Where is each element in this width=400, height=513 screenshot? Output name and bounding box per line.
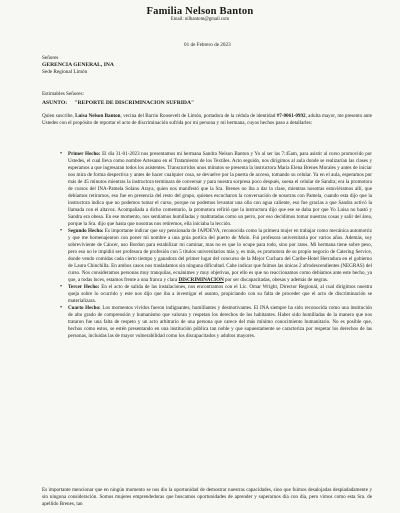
fact-text: El día 31-01-2023 nos presentamos mi hermana Sandra Nelson Banton y Yo al ser las 7:45am, para asistir al curso promovido por Ustedes, el cual lleva como nombre Artesano en el Tratamiento de los Textiles. Acto seguido, nos dirigimos al aula donde se realizarían las clases y esperamos a que ingresaran todos los asistentes. Transcurridos unos minutos se presenta la instructora María Elena Brenes Morales y antes de iniciar nos mira de forma despectiva y antes de hacer cualquier cosa, se devuelve por la puerta de acceso, tomando su celular. Ya en el aula, esperamos por más de 45 minutos mientras la instructora terminara de conversar y para nuestra sorpresa poco después, suena el celular de Sandra; era la promotora de cursos del INA-Pamela Solano Araya, quien nos manifestó que la Sra. Brenes no iba a dar la clase, mientras nosotras estuviéramos allí, que debíamos retirarnos, eso fue en presencia del resto del grupo, quienes escucharon la conversación de nosotras con Pamela, cuando esta dijo que la instructora indica que no podemos tomar el curso, porque no podemos levantar una olla con agua caliente, eso fue gracias a que Sandra activó la llamada con el altavoz. Acompañada a dicho comentario, la promotora refirió que la instructora dijo que ese se daba por que Yo Luisa no bastó y Sandra era obesa. En ese momento, nos sentíamos humilladas y maltratadas como un perro, por eso decidimos tomar nuestras cosas y salir del área, porque la Sra. dijo que hasta que nosotras nos retiremos, ella iniciaba la lección. xyxy=(68,151,372,227)
bullet-icon: • xyxy=(60,151,63,157)
subject-label: ASUNTO: xyxy=(42,100,68,106)
email-line: Email: nilbantom@gmail.com xyxy=(170,17,230,22)
list-item xyxy=(42,284,372,305)
list-item xyxy=(42,305,372,340)
greeting: Estimables Señores: xyxy=(42,91,84,97)
fact-lead: Segundo Hecho: xyxy=(68,228,104,234)
intro-part3: , adulta mayor, me presento ante Ustedes con el propósito de reportar el acto de discriminación sufrida por mi persona y mi hermana, cuyos hechos paso a detallarles: xyxy=(42,113,372,126)
list-item xyxy=(42,228,372,284)
subject-line xyxy=(42,100,194,106)
closing-paragraph: Es importante mencionar que en ningún momento se nos dio la oportunidad de demostrar nuestras capacidades, sino que fuimos desalojadas despiadadamente y sin ninguna consideración. Somos mujeres emprendedoras que buscamos oportunidades de aprender y superarnos día con día, pero vimos como esta Sra. de apellido Brenes, tan xyxy=(42,487,372,507)
fact-lead: Primer Hecho: xyxy=(68,151,101,157)
intro-id: #7-0061-0992 xyxy=(276,113,306,119)
recipient-address xyxy=(42,55,114,76)
fact-text: Los momentos vividos fueron indignantes, humillantes y desmotivantes. El INA siempre ha sido reconocida como una institución de alto grado de comprensión y humanismo que valoran y respetan los derechos de los habitantes. Haber sido humilladas de la manera que nos trataron fue una falta de respeto y un acto arbitrario de una persona que carece del más mínimo conocimiento humanitario. No es posible que, hechos como estos, se estén presentando en una institución pública tan noble y que supuestamente se caracteriza por respetar los derechos de las personas, incluidas las de mayor vulnerabilidad como los discapacitados y adultos mayores. xyxy=(68,305,372,339)
fact-lead: Cuarto Hecho: xyxy=(68,305,101,311)
letter-date: 01 de Febrero de 2023 xyxy=(184,42,231,48)
letterhead xyxy=(0,6,400,22)
intro-part1: Quien suscribe, xyxy=(42,113,76,119)
bullet-icon: • xyxy=(60,228,63,234)
fact-emphasis: DISCRIMINACION xyxy=(178,277,224,283)
fact-text: En el acto de salida de las instalaciones, nos encontramos con el Lic. Omar Wright, Director Regional, al cual dirigimos nuestra queja sobre lo ocurrido y este nos dijo que iba a investigar el asunto, propiciando con su falta de proceder que el acto de discriminación se materializara. xyxy=(68,284,372,304)
family-name: Familia Nelson Banton xyxy=(146,6,254,17)
intro-part2: , vecina del Barrio Roosevelt de Limón, portadora de la cédula de identidad xyxy=(120,113,277,119)
fact-lead: Tercer Hecho: xyxy=(68,284,100,290)
address-line-3: Sede Regional Limón xyxy=(42,69,88,75)
address-line-2: GERENCIA GENERAL, INA xyxy=(42,62,114,68)
intro-paragraph xyxy=(42,113,372,127)
fact-text: Es importante indicar que soy pensionada de JAPDEVA, reconocida como la primera mujer en trabajar como mecánica automotriz y que me homenajearon con poner mi nombre a una grúa portica del puerto de Moín. Fui profesora universitaria por varios años. Además, soy sobreviviente de Cáncer, uso Bordon para estabilizar mi caminar, mas no es que lo ocupe para todo, sino por ratos. Mi hermana tiene sobre peso, pero eso no le impidió ser profesora de profesión con 5 títulos universitarios más y, es más, es promotora de su propio negocio de Catering Service, donde vendo comidas cada cierto tiempo y ganadora del primer lugar del concurso de la Mejor Cuchara del Caribe-Hotel Herradura en el gobierno de Laura Chinchilla. En ambos casos nos trasladamos sin ninguna dificultad. Cabe indicar que fuimos las únicas 2 afrodescendientes (NEGRAS) del curso. Nos consideramos personas muy tranquilas, ecuánimes y muy objetivas, por ello es que no reaccionamos como debíamos ante este hecho, ya que, a todas luces, estamos frente a una franca y clara xyxy=(68,228,372,283)
bullet-icon: • xyxy=(60,305,63,311)
address-line-1: Señores xyxy=(42,55,59,61)
intro-name: Luisa Nelson Banton xyxy=(75,113,121,119)
facts-list xyxy=(42,151,372,340)
subject-text: "REPORTE DE DISCRIMINACION SUFRIDA" xyxy=(74,100,195,106)
list-item xyxy=(42,151,372,228)
fact-text-2: por ser discapacitadas, obesas y además de negras. xyxy=(223,277,329,283)
bullet-icon: • xyxy=(60,284,63,290)
